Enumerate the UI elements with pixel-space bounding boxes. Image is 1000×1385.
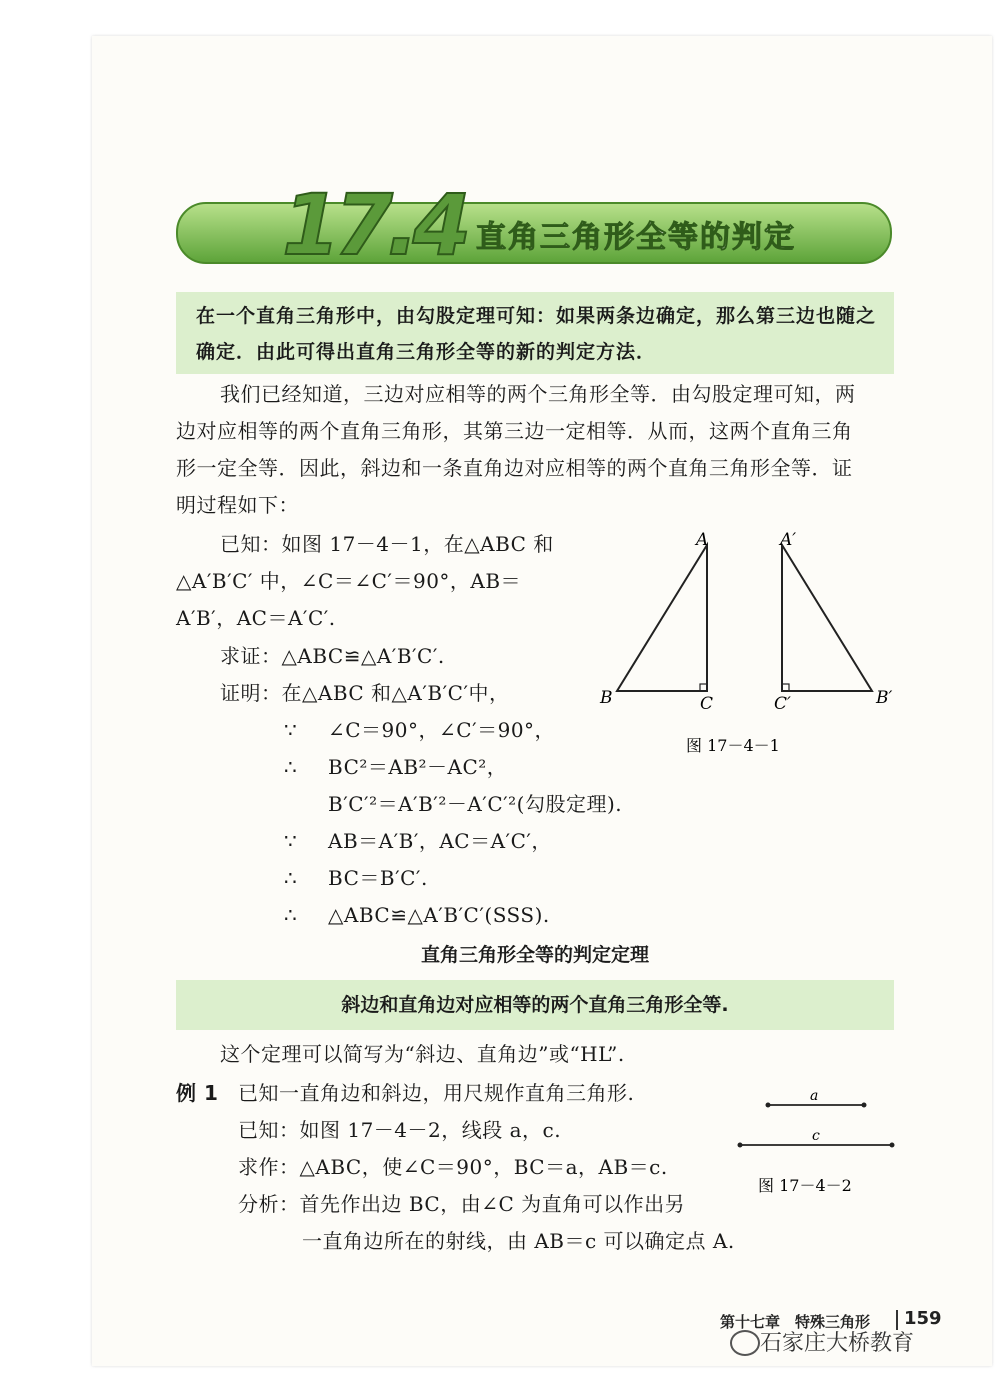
main-paragraph <box>176 376 894 524</box>
proof-line <box>284 897 684 934</box>
figure1-caption: 图 17－4－1 <box>686 736 780 755</box>
paragraph-line: 我们已经知道，三边对应相等的两个三角形全等．由勾股定理可知，两 <box>220 382 856 406</box>
figure-segments <box>730 1085 900 1200</box>
label-a-prime: A′ <box>780 530 797 550</box>
proof-text: B′C′²＝A′B′²－A′C′²(勾股定理). <box>328 792 623 816</box>
label-c: C <box>700 694 714 714</box>
proof-symbol: ∴ <box>284 866 298 890</box>
example-construct: 求作：△ABC，使∠C＝90°，BC＝a，AB＝c. <box>238 1155 668 1179</box>
proof-symbol: ∵ <box>284 718 298 742</box>
segment-endpoint <box>862 1103 867 1108</box>
given-line: △A′B′C′ 中，∠C＝∠C′＝90°，AB＝ <box>176 569 522 593</box>
example-row <box>176 1075 634 1112</box>
proof-line <box>284 860 684 897</box>
paragraph-line: 形一定全等．因此，斜边和一条直角边对应相等的两个直角三角形全等．证 <box>176 456 853 480</box>
label-a-segment: a <box>810 1088 819 1104</box>
given-block <box>176 526 596 637</box>
triangle-abc <box>617 545 707 691</box>
footer-chapter: 第十七章 特殊三角形 <box>720 1313 871 1331</box>
given-line: 已知：如图 17－4－1，在△ABC 和 <box>220 532 554 556</box>
segment-endpoint <box>766 1103 771 1108</box>
theorem-text: 斜边和直角边对应相等的两个直角三角形全等. <box>341 994 729 1016</box>
paragraph-line: 边对应相等的两个直角三角形，其第三边一定相等．从而，这两个直角三角 <box>176 419 853 443</box>
proof-line <box>284 823 684 860</box>
watermark-logo-icon <box>730 1330 760 1356</box>
abbrev-text: 这个定理可以简写为“斜边、直角边”或“HL”. <box>220 1042 625 1066</box>
example-statement: 已知一直角边和斜边，用尺规作直角三角形. <box>238 1081 635 1105</box>
watermark-text: 石家庄大桥教育 <box>760 1331 915 1356</box>
segment-endpoint <box>890 1143 895 1148</box>
label-c-segment: c <box>812 1128 820 1144</box>
label-b-prime: B′ <box>876 688 893 708</box>
paragraph-line: 明过程如下： <box>176 493 299 517</box>
given-line: A′B′，AC＝A′C′. <box>176 606 336 630</box>
intro-text: 在一个直角三角形中，由勾股定理可知：如果两条边确定，那么第三边也随之确定．由此可得出直角三角形全等的新的判定方法． <box>196 305 877 363</box>
example-given: 已知：如图 17－4－2，线段 a，c. <box>238 1118 562 1142</box>
example-analysis: 一直角边所在的射线，由 AB＝c 可以确定点 A. <box>302 1229 735 1253</box>
example-label: 例 1 <box>176 1081 219 1105</box>
figure2-caption: 图 17－4－2 <box>758 1176 852 1195</box>
example-analysis: 分析：首先作出边 BC，由∠C 为直角可以作出另 <box>238 1192 686 1216</box>
label-a: A <box>696 530 709 550</box>
figure-triangles <box>590 525 910 765</box>
proof-text: △ABC≌△A′B′C′(SSS). <box>328 903 550 927</box>
label-c-prime: C′ <box>774 694 791 714</box>
right-angle-mark <box>782 684 789 691</box>
section-number: 17.4 <box>282 176 466 274</box>
segment-endpoint <box>738 1143 743 1148</box>
triangle-a2b2c2 <box>782 545 872 691</box>
label-b: B <box>600 688 613 708</box>
prove-statement: 求证：△ABC≌△A′B′C′. <box>220 644 445 668</box>
proof-symbol: ∴ <box>284 903 298 927</box>
proof-line <box>284 786 684 823</box>
proof-text: ∠C＝90°，∠C′＝90°， <box>328 718 556 742</box>
proof-symbol: ∵ <box>284 829 298 853</box>
theorem-heading: 直角三角形全等的判定定理 <box>420 944 649 966</box>
proof-text: BC＝B′C′. <box>328 866 428 890</box>
proof-text: BC²＝AB²－AC²， <box>328 755 508 779</box>
right-angle-mark <box>700 684 707 691</box>
proof-text: AB＝A′B′，AC＝A′C′， <box>328 829 552 853</box>
proof-heading: 证明：在△ABC 和△A′B′C′中， <box>220 681 510 705</box>
page-number: 159 <box>904 1308 942 1329</box>
section-title: 直角三角形全等的判定 <box>476 220 796 255</box>
proof-symbol: ∴ <box>284 755 298 779</box>
